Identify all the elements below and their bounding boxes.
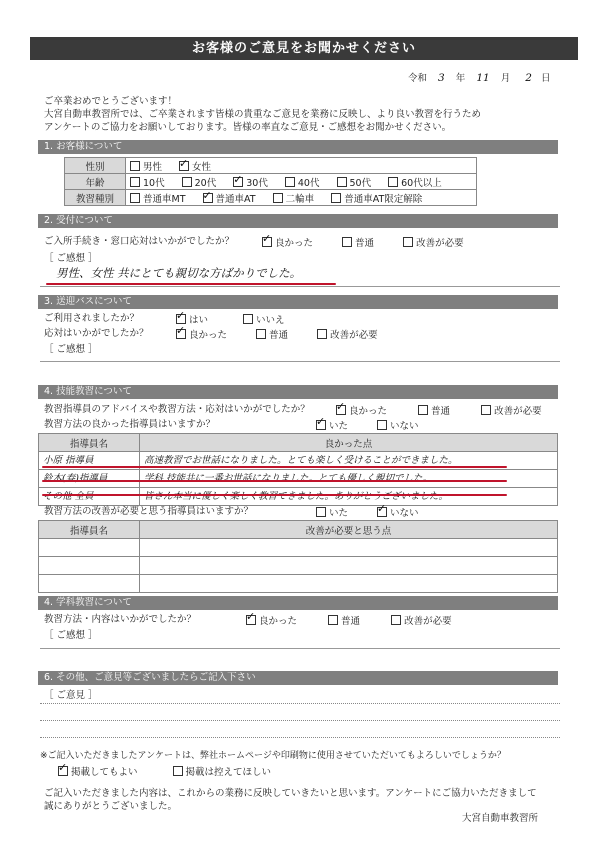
bus-use-options (176, 309, 299, 326)
motorcycle-checkbox[interactable] (273, 193, 283, 203)
at-limit-checkbox[interactable] (331, 193, 341, 203)
table-row (39, 470, 558, 488)
reception-comment-label-text: ご感想 (56, 253, 86, 264)
intro-line-1: ご卒業おめでとうございます！ (44, 96, 178, 107)
lecture-good-checkbox[interactable] (246, 610, 256, 625)
date-line (408, 73, 551, 84)
age-50s-checkbox[interactable] (337, 177, 347, 187)
bad-no-checkbox[interactable] (377, 502, 387, 517)
bus-no-label: いいえ (256, 315, 285, 326)
gender-row (65, 158, 477, 174)
opinion-comment-label-text: ご意見 (56, 690, 86, 701)
male-checkbox[interactable] (130, 161, 140, 171)
bus-improve-checkbox[interactable] (317, 329, 327, 339)
date-month-label: 月 (500, 73, 511, 84)
intro-line-2: 大宮自動車教習所では、ご卒業されます皆様の貴重なご意見を業務に反映し、より良い教習を行うため (44, 109, 482, 120)
instr-good-label: 良かった (349, 406, 388, 417)
bus-yes-label: はい (189, 315, 209, 326)
bus-normal-checkbox[interactable] (256, 329, 266, 339)
check-mark-icon: ✓ (179, 156, 189, 170)
lecture-comment-label: ［ ご感想 ］ (44, 630, 98, 641)
instructor-question: 教習指導員のアドバイスや教習方法・応対はいかがでしたか？ (44, 404, 310, 415)
mt-label: 普通車MT (143, 193, 186, 205)
table-row (39, 557, 558, 575)
course-row (65, 190, 477, 206)
age-60plus-label: 60代以上 (401, 177, 442, 189)
section-2-header: 2. 受付について (38, 214, 558, 228)
good-instructor-question: 教習方法の良かった指導員はいますか？ (44, 419, 216, 430)
motorcycle-label: 二輪車 (285, 193, 315, 205)
age-30s-checkbox[interactable] (233, 172, 243, 187)
bus-normal-label: 普通 (269, 330, 289, 341)
gender-label: 性別 (65, 158, 126, 174)
comment-line (40, 361, 560, 362)
check-mark-icon: ✓ (336, 400, 346, 413)
good-no-checkbox[interactable] (377, 420, 387, 430)
age-20s-label: 20代 (194, 177, 217, 189)
age-40s-checkbox[interactable] (285, 177, 295, 187)
bus-service-options (176, 324, 392, 341)
course-label: 教習種別 (65, 190, 126, 206)
date-year: 3 (438, 72, 445, 84)
table-row (39, 575, 558, 593)
age-label: 年齢 (65, 174, 126, 190)
consent-no-checkbox[interactable] (173, 766, 183, 776)
consent-options (58, 761, 285, 778)
intro-line-3: アンケートのご協力をお願いしております。皆様の率直なご意見・ご感想をお聞かせください。 (44, 122, 452, 133)
female-checkbox[interactable] (179, 156, 189, 171)
date-day-label: 日 (540, 73, 551, 84)
check-mark-icon: ✓ (233, 172, 243, 186)
customer-table (64, 157, 477, 206)
bad-instructor-question: 教習方法の改善が必要と思う指導員はいますか？ (44, 506, 254, 517)
instr-improve-label: 改善が必要 (494, 406, 542, 417)
lecture-normal-checkbox[interactable] (328, 615, 338, 625)
reception-comment: 男性、女性 共にとても親切な方ばかりでした。 (56, 266, 302, 280)
consent-yes-label: 掲載してもよい (71, 767, 138, 778)
instr-good-checkbox[interactable] (336, 400, 346, 415)
age-30s-label: 30代 (246, 177, 268, 189)
bus-yes-checkbox[interactable] (176, 309, 186, 324)
female-label: 女性 (192, 161, 212, 173)
instructor-options (336, 400, 556, 417)
table-row (39, 488, 558, 506)
bus-good-label: 良かった (189, 330, 228, 341)
reception-options (262, 232, 478, 249)
lecture-good-label: 良かった (259, 616, 298, 627)
lecture-improve-label: 改善が必要 (404, 616, 452, 627)
check-mark-icon: ✓ (58, 761, 68, 774)
page-title: お客様のご意見をお聞かせください (30, 37, 578, 60)
course-options (126, 190, 477, 206)
lecture-question: 教習方法・内容はいかがでしたか？ (44, 614, 197, 625)
date-day: 2 (525, 72, 532, 84)
consent-question: ※ご記入いただきましたアンケートは、弊社ホームページや印刷物に使用させていただいてもよろしいでしょうか？ (40, 751, 506, 761)
good-header-point: 良かった点 (140, 434, 558, 452)
comment-line (40, 286, 560, 287)
instr-normal-label: 普通 (431, 406, 451, 417)
red-underline (42, 466, 507, 468)
opinion-comment-label: ［ ご意見 ］ (44, 690, 98, 701)
good-point-2: 学科 技能共に一番お世話になりました。とても優しく親切でした。 (140, 470, 558, 488)
reception-normal-checkbox[interactable] (342, 237, 352, 247)
reception-comment-label: ［ ご感想 ］ (44, 253, 98, 264)
comment-line (40, 720, 560, 721)
date-month: 11 (476, 72, 490, 84)
good-point-1: 高速教習でお世話になりました。とても楽しく受けることができました。 (140, 452, 558, 470)
comment-line (40, 703, 560, 704)
good-yes-checkbox[interactable] (316, 415, 326, 430)
improve-instructor-table (38, 520, 558, 593)
closing-line-1: ご記入いただきました内容は、これからの業務に反映していきたいと思います。アンケートにご協力いただきまして (44, 788, 537, 799)
check-mark-icon: ✓ (202, 188, 212, 202)
bad-instructor-options (316, 502, 433, 519)
red-underline (46, 283, 336, 285)
bus-improve-label: 改善が必要 (330, 330, 378, 341)
red-underline (42, 494, 507, 496)
male-label: 男性 (143, 161, 163, 173)
red-underline (42, 480, 507, 482)
age-options (126, 174, 477, 190)
good-name-3: その他 全員 (39, 488, 140, 506)
age-10s-checkbox[interactable] (130, 177, 140, 187)
age-60plus-checkbox[interactable] (388, 177, 398, 187)
date-era: 令和 (408, 73, 428, 84)
date-year-label: 年 (455, 73, 466, 84)
instr-normal-checkbox[interactable] (418, 405, 428, 415)
good-instructor-options (316, 415, 433, 432)
bus-good-checkbox[interactable] (176, 324, 186, 339)
section-4-header: 4. 技能教習について (38, 385, 558, 399)
reception-improve-label: 改善が必要 (416, 238, 464, 249)
age-50s-label: 50代 (349, 177, 372, 189)
instr-improve-checkbox[interactable] (481, 405, 491, 415)
table-row (39, 539, 558, 557)
check-mark-icon: ✓ (176, 309, 186, 322)
at-label: 普通車AT (215, 193, 256, 205)
age-row (65, 174, 477, 190)
reception-normal-label: 普通 (355, 238, 375, 249)
bad-header-name: 指導員名 (39, 521, 140, 539)
footer-school-name: 大宮自動車教習所 (462, 813, 539, 824)
reception-good-label: 良かった (275, 238, 314, 249)
section-3-header: 3. 送迎バスについて (38, 295, 558, 309)
good-no-label: いない (390, 421, 419, 432)
gender-options (126, 158, 477, 174)
bad-no-label: いない (390, 508, 419, 519)
bus-comment-label: ［ ご感想 ］ (44, 344, 98, 355)
bus-no-checkbox[interactable] (243, 314, 253, 324)
good-yes-label: いた (329, 421, 349, 432)
good-name-2: 鈴木(春)指導員 (39, 470, 140, 488)
reception-improve-checkbox[interactable] (403, 237, 413, 247)
at-checkbox[interactable] (202, 188, 213, 203)
consent-yes-checkbox[interactable] (58, 761, 68, 776)
lecture-normal-label: 普通 (341, 616, 361, 627)
bad-yes-label: いた (329, 508, 349, 519)
bad-yes-checkbox[interactable] (316, 507, 326, 517)
lecture-comment-label-text: ご感想 (56, 630, 86, 641)
reception-good-checkbox[interactable] (262, 232, 272, 247)
check-mark-icon: ✓ (246, 610, 256, 623)
section-1-header: 1. お客様について (38, 140, 558, 154)
check-mark-icon: ✓ (262, 232, 272, 245)
good-header-name: 指導員名 (39, 434, 140, 452)
at-limit-label: 普通車AT限定解除 (344, 193, 423, 205)
check-mark-icon: ✓ (176, 324, 186, 337)
bus-service-question: 応対はいかがでしたか？ (44, 328, 149, 339)
bus-comment-label-text: ご感想 (56, 344, 86, 355)
mt-checkbox[interactable] (130, 193, 140, 203)
section-6-header: 6. その他、ご意見等ございましたらご記入下さい (38, 671, 558, 685)
consent-no-label: 掲載は控えてほしい (185, 767, 272, 778)
comment-line (40, 737, 560, 738)
good-name-1: 小原 指導員 (39, 452, 140, 470)
reception-question: ご入所手続き・窓口応対はいかがでしたか？ (44, 236, 235, 247)
good-point-3: 皆さん本当に優しく楽しく教習できました。ありがとうございました。 (140, 488, 558, 506)
lecture-options (246, 610, 466, 627)
bus-use-question: ご利用されましたか？ (44, 313, 140, 324)
check-mark-icon: ✓ (316, 415, 326, 428)
age-40s-label: 40代 (297, 177, 320, 189)
section-5-header: 4. 学科教習について (38, 596, 558, 610)
comment-line (40, 648, 560, 649)
age-20s-checkbox[interactable] (182, 177, 192, 187)
bad-header-point: 改善が必要と思う点 (140, 521, 558, 539)
age-10s-label: 10代 (143, 177, 165, 189)
check-mark-icon: ✓ (377, 502, 387, 515)
closing-line-2: 誠にありがとうございました。 (44, 801, 178, 812)
lecture-improve-checkbox[interactable] (391, 615, 401, 625)
